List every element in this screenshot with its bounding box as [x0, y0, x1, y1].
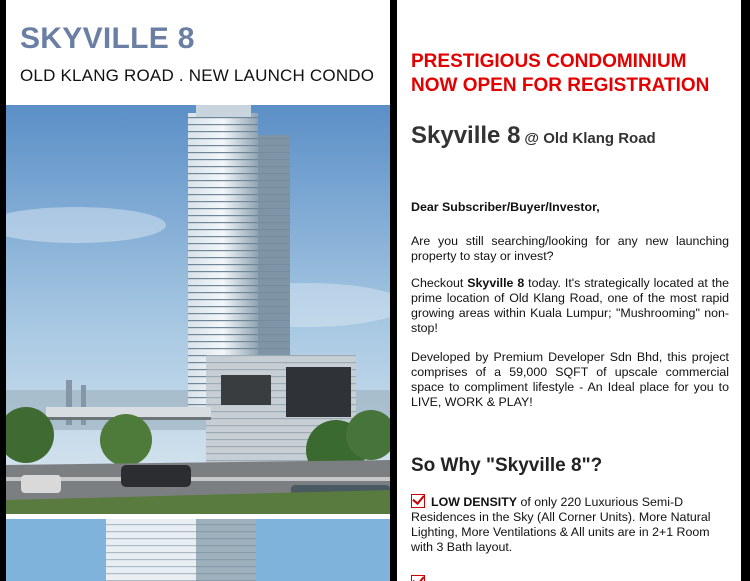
brand-tagline: OLD KLANG ROAD . NEW LAUNCH CONDO [20, 66, 375, 85]
paragraph-location: Checkout Skyville 8 today. It's strategically located at the prime location of Old Klang Road, one of the most rapid growing areas within Kuala Lumpur; "Mushrooming" non-stop! [411, 276, 729, 335]
feature-title: LOW DENSITY [431, 495, 518, 509]
headline: PRESTIGIOUS CONDOMINIUM NOW OPEN FOR REGISTRATION [411, 51, 710, 96]
tower-detail-image [6, 519, 390, 581]
brand-title: SKYVILLE 8 [20, 22, 195, 55]
paragraph-intro: Are you still searching/looking for any new launching property to stay or invest? [411, 234, 729, 263]
feature-text: of only 220 Luxurious Semi-D Residences in the Sky (All Corner Units). More Natural Lighting, More Ventilations & All units are in 2+1 Room with 3 Bath layout. [411, 495, 711, 554]
checkbox-checked-icon [411, 494, 425, 508]
project-name-inline: Skyville 8 [467, 276, 525, 290]
newsletter-panel [397, 0, 741, 581]
why-heading: So Why "Skyville 8"? [411, 455, 603, 476]
project-location: @ Old Klang Road [524, 130, 656, 147]
salutation: Dear Subscriber/Buyer/Investor, [411, 200, 600, 214]
paragraph-developer: Developed by Premium Developer Sdn Bhd, this project comprises of a 59,000 SQFT of upscale commercial space to compliment lifestyle - An Ideal place for you to LIVE, WORK & PLAY! [411, 350, 729, 409]
project-name: Skyville 8 [411, 122, 521, 149]
feature-item [411, 494, 729, 555]
project-title [411, 122, 656, 150]
checkbox-checked-icon [411, 575, 425, 581]
tower-render-image [6, 105, 390, 514]
brand-panel [6, 0, 390, 581]
